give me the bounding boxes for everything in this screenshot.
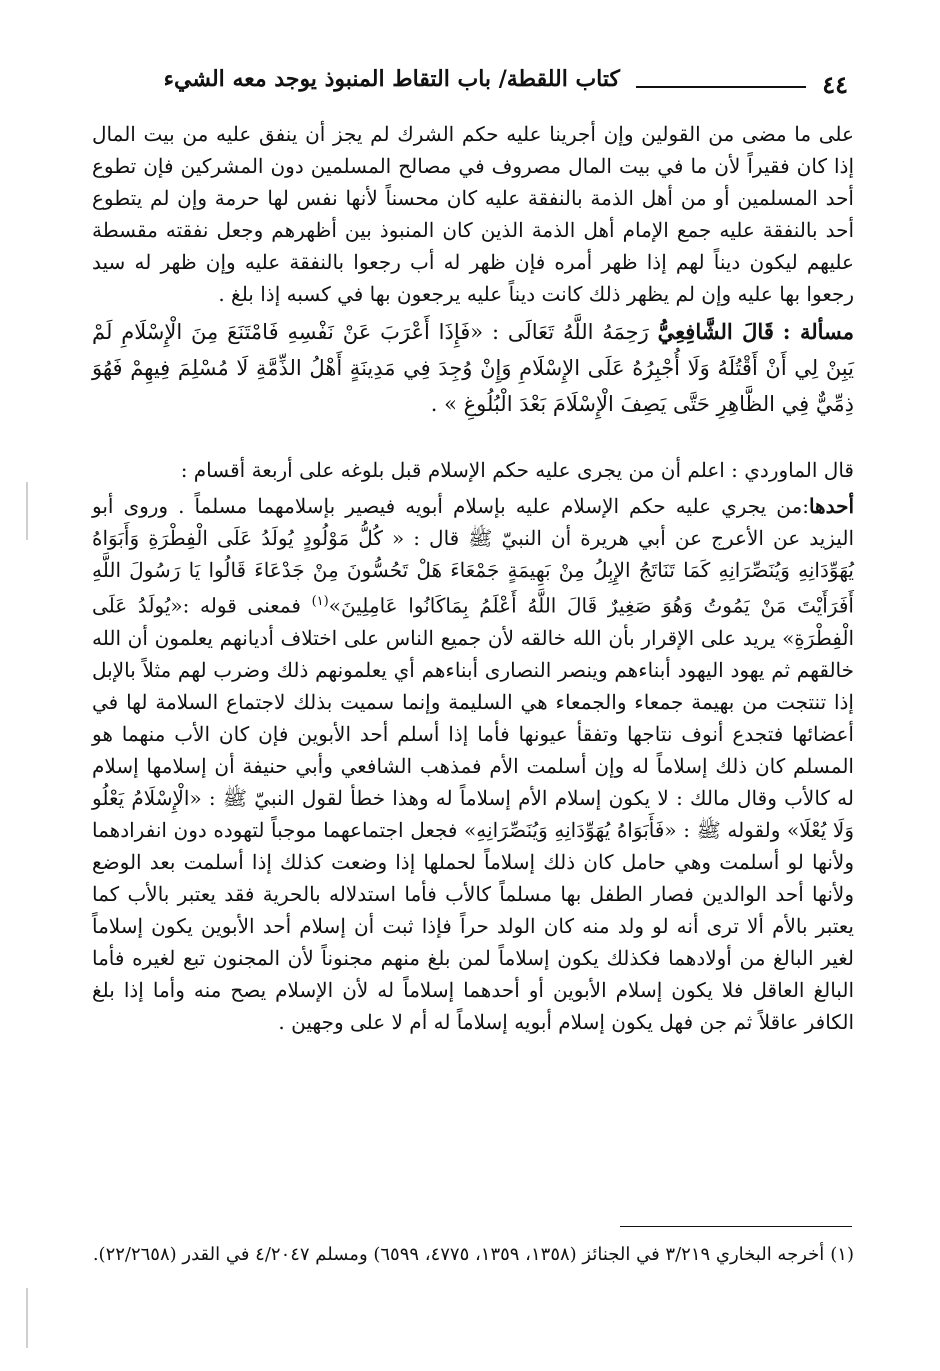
margin-line: [26, 1288, 28, 1348]
masala-paragraph: [92, 314, 854, 422]
commentary-text: فمعنى قوله :«يُولَدُ عَلَى الْفِطْرَةِ» يريد على الإقرار بأن الله خالقه لأن جميع الناس على اختلاف أديانهم يعلمون أن الله خالقهم ثم يهود اليهود أبناءهم وينصر النصارى أبناءهم أي يعلمونهم ذلك وضرب لهم مثلاً بالإبل إذا تنتجت من بهيمة جمعاء والجمعاء هي السليمة وإنما سميت بذلك لاجتماع السلامة لها في أعضائها فتجدع أنوف نتاجها وتفقأ عيونها فأما إذا أسلم أحد الأبوين فإن كان الأب منهما هو المسلم كان ذلك إسلاماً له وإن أسلمت الأم فمذهب الشافعي وأبي حنيفة أن إسلامها إسلام له كالأب وقال مالك : لا يكون إسلام الأم إسلاماً له وهذا خطأ لقول النبيّ ﷺ : «الْإِسْلَامُ يَعْلُو وَلَا يُعْلَا» ولقوله ﷺ : «فَأَبَوَاهُ يُهَوِّدَانِهِ وَيُنَصِّرَانِهِ» فجعل اجتماعهما موجباً لتهوده دون انفرادهما ولأنها لو أسلمت وهي حامل كان ذلك إسلاماً لحملها إذا وضعت كذلك إذا أسلمت بعد الوضع ولأنها أحد الوالدين فصار الطفل بها مسلماً كالأب فأما استدلاله بالحرية فقد يعتبر بالأب كما يعتبر بالأم ألا ترى أنه لو ولد منه كان الولد حراً فإذا ثبت أن إسلام أحد الأبوين يكون إسلاماً لغير البالغ من أولادهما فكذلك يكون إسلاماً لمن بلغ منهم مجنوناً لأن المجنون تبع لغيره فأما البالغ العاقل فلا يكون إسلام الأبوين أو أحدهما إسلاماً له لأن الإسلام يصح منه وأما إذا بلغ الكافر عاقلاً ثم جن فهل يكون إسلام أبويه إسلاماً له أم لا على وجهين .: [92, 593, 855, 1034]
first-category-paragraph: [92, 490, 854, 1038]
page-number: ٤٤: [822, 70, 848, 99]
margin-line: [26, 482, 28, 540]
running-title: كتاب اللقطة/ باب التقاط المنبوذ يوجد معه الشيء: [163, 66, 620, 92]
ahaduha-label: أحدها: [808, 494, 854, 518]
mawardi-paragraph: قال الماوردي : اعلم أن من يجرى عليه حكم الإسلام قبل بلوغه على أربعة أقسام :: [180, 458, 854, 482]
footnote-text: أخرجه البخاري ٣/٢١٩ في الجنائز (١٣٥٨، ١٣٥٩، ٤٧٧٥، ٦٥٩٩) ومسلم ٤/٢٠٤٧ في القدر (٢٢/٢٦٥٨).: [92, 1244, 825, 1265]
paragraph-intro: على ما مضى من القولين وإن أجرينا عليه حكم الشرك لم يجز أن ينفق عليه من بيت المال إذا كان فقيراً لأن ما في بيت المال مصروف في مصالح المسلمين دون المشركين فإن تطوع أحد المسلمين أو من أهل الذمة بالنفقة عليه كان محسناً لأنها نفس لها حرمة وإن لم يتطوع أحد بالنفقة عليه جمع الإمام أهل الذمة الذين كان المنبوذ بين أظهرهم وجعل نفقته مقسطة عليهم ليكون ديناً لهم إذا ظهر أمره فإن ظهر له أب رجعوا بالنفقة عليه وإن ظهر له سيد رجعوا بها عليه وإن لم يظهر ذلك كانت ديناً عليه يرجعون بها في كسبه إذا بلغ .: [92, 122, 854, 306]
hadith-text: :من يجري عليه حكم الإسلام عليه بإسلام أبويه فيصير بإسلامهما مسلماً . وروى أبو اليزيد عن الأعرج عن أبي هريرة أن النبيّ ﷺ قال : « كُلُّ مَوْلُودٍ يُولَدُ عَلَى الْفِطْرَةِ وَأَبَوَاهُ يُهَوِّدَانِهِ وَيُنَصِّرَانِهِ كَمَا تَنَاتَجُ الإِبِلُ مِنْ بَهِيمَةٍ جَمْعَاءَ هَلْ تَحُسُّونَ مِنْ جَدْعَاءَ قَالُوا يَا رَسُولَ اللَّهِ أَفَرَأَيْتَ مَنْ يَمُوتُ وَهُوَ صَغِيرٌ قَالَ اللَّهُ أَعْلَمُ بِمَاكَانُوا عَامِلِينَ»: [92, 494, 854, 618]
masala-quote: رَحِمَهُ اللَّهُ تَعَالَى : «فَإِذَا أَعْرَبَ عَنْ نَفْسِهِ فَامْتَنَعَ مِنَ الْإِسْلَامِ لَمْ يَبِنْ لِي أَنْ أَقْتُلَهُ وَلَا أُجْبِرُهُ عَلَى الإِسْلَامِ وَإِنْ وُجِدَ فِي مَدِينَةٍ أَهْلُ الذِّمَّةِ لَا مُسْلِمَ فِيهِمْ فَهُوَ ذِمِّيٌّ فِي الظَّاهِرِ حَتَّى يَصِفَ الْإِسْلَامَ بَعْدَ الْبُلُوغِ » .: [92, 320, 854, 416]
footnote-marker: (١): [311, 594, 329, 609]
page-header: [88, 62, 848, 106]
masala-label: مسألة :: [782, 319, 854, 344]
footnote-number: (١): [830, 1244, 854, 1265]
footnote-rule: [620, 1226, 852, 1227]
masala-speaker: قَالَ الشَّافِعِيُّ: [657, 319, 774, 344]
footnote: [92, 1240, 854, 1270]
main-text: [92, 118, 854, 1042]
header-rule: [636, 86, 806, 88]
section-break: [92, 426, 854, 454]
